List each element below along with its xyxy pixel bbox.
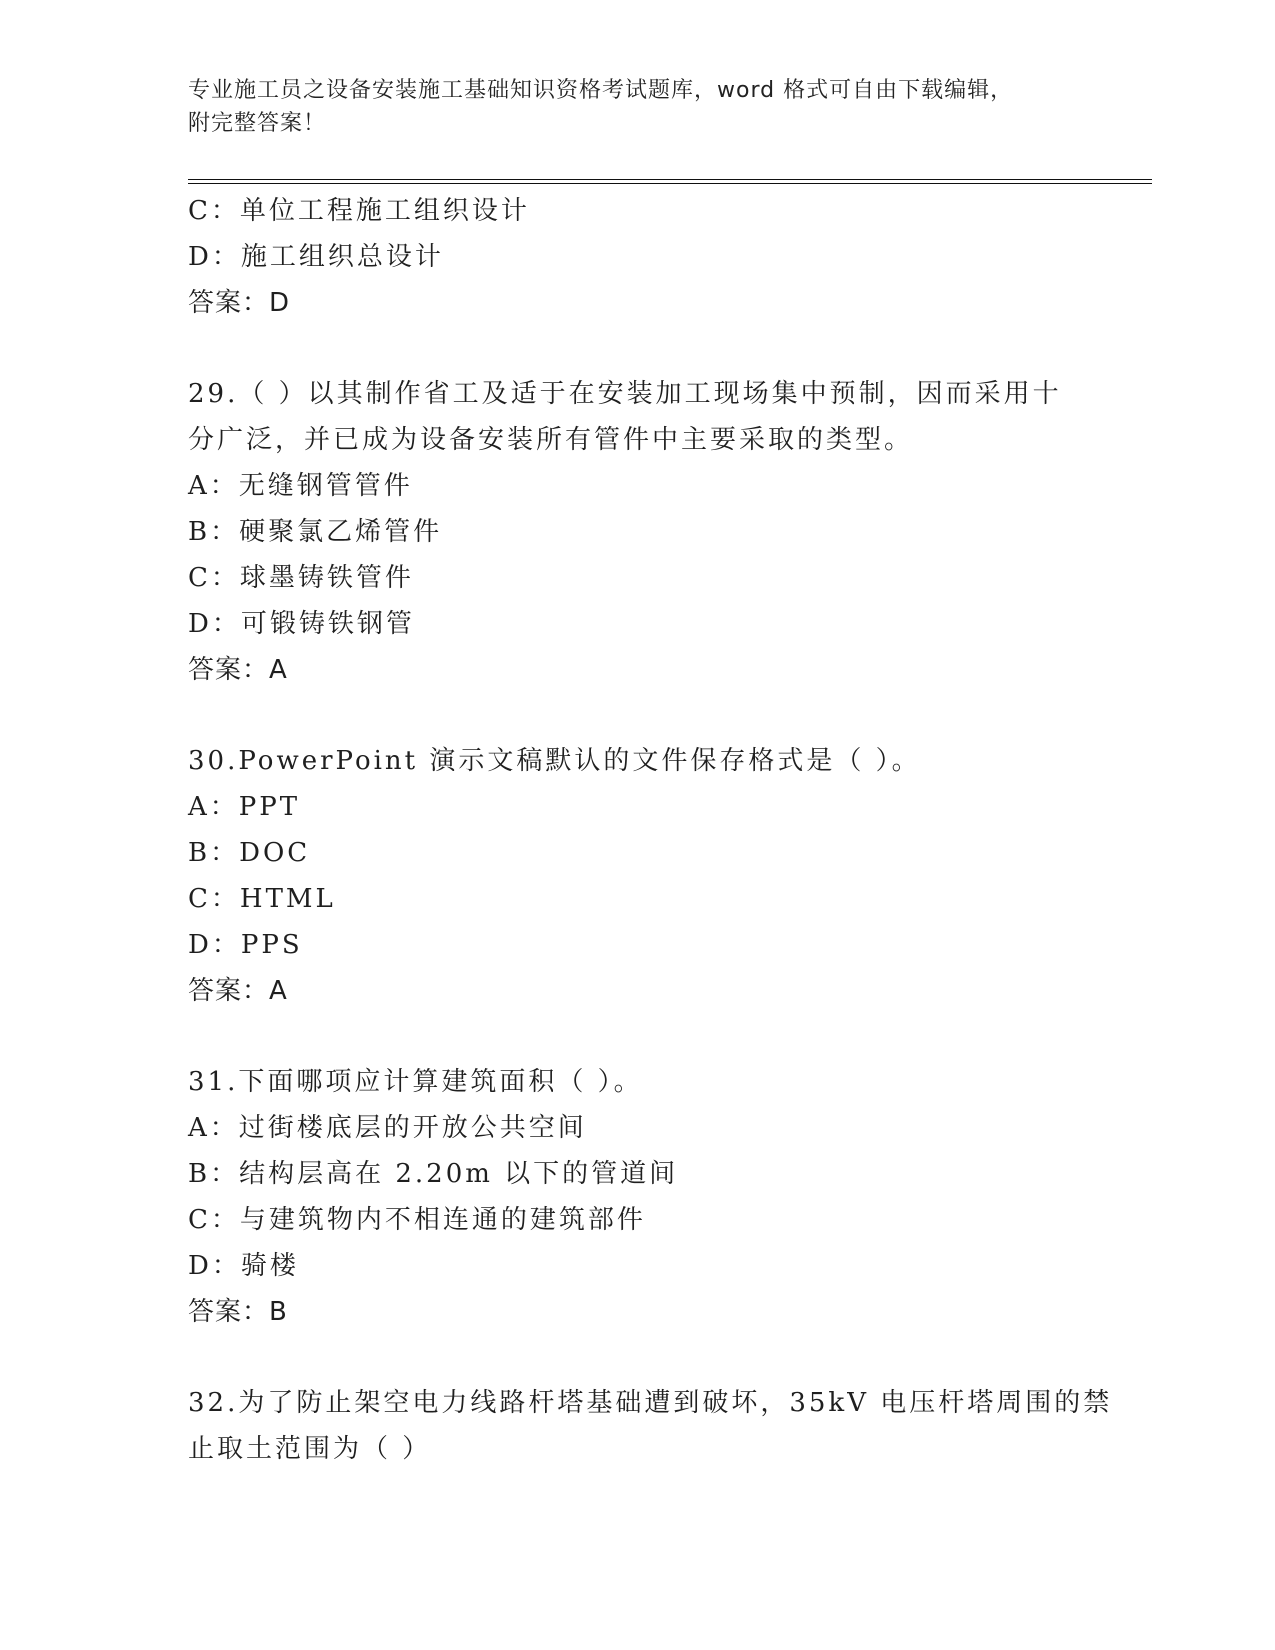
spacer <box>188 693 1088 738</box>
answer-line: 答案：B <box>188 1297 288 1327</box>
option-line: A：无缝钢管管件 <box>188 471 413 501</box>
option-line: C：与建筑物内不相连通的建筑部件 <box>188 1205 646 1235</box>
question-stem-line: 32.为了防止架空电力线路杆塔基础遭到破坏，35kV 电压杆塔周围的禁 <box>188 1388 1113 1418</box>
question-31 <box>188 1059 1088 1335</box>
header-line-1: 专业施工员之设备安装施工基础知识资格考试题库，word 格式可自由下载编辑， <box>188 78 1014 103</box>
spacer <box>188 1014 1088 1059</box>
option-line: D：PPS <box>188 930 303 960</box>
spacer <box>188 326 1088 371</box>
document-header <box>188 74 1088 140</box>
answer-line: 答案：A <box>188 976 288 1006</box>
option-line: B：结构层高在 2.20m 以下的管道间 <box>188 1159 679 1189</box>
question-29 <box>188 371 1088 693</box>
question-carryover <box>188 188 1088 326</box>
option-line: D：可锻铸铁钢管 <box>188 609 415 639</box>
option-line: B：硬聚氯乙烯管件 <box>188 517 443 547</box>
option-line: D：骑楼 <box>188 1251 299 1281</box>
answer-line: 答案：A <box>188 655 288 685</box>
header-line-2: 附完整答案！ <box>188 111 327 136</box>
question-32 <box>188 1380 1113 1472</box>
option-line: C：HTML <box>188 884 336 914</box>
question-stem-line: 31.下面哪项应计算建筑面积（ ）。 <box>188 1067 643 1097</box>
header-divider-top <box>188 179 1152 180</box>
question-stem-line: 止取土范围为（ ） <box>188 1434 432 1464</box>
question-list <box>188 188 1113 1472</box>
option-line: A：过街楼底层的开放公共空间 <box>188 1113 587 1143</box>
spacer <box>188 1335 1088 1380</box>
question-stem-line: 30.PowerPoint 演示文稿默认的文件保存格式是（ ）。 <box>188 746 921 776</box>
answer-line: 答案：D <box>188 288 291 318</box>
option-line: C：球墨铸铁管件 <box>188 563 414 593</box>
option-line: B：DOC <box>188 838 311 868</box>
question-stem-line: 29.（ ）以其制作省工及适于在安装加工现场集中预制，因而采用十 <box>188 379 1062 409</box>
option-line: C：单位工程施工组织设计 <box>188 196 530 226</box>
header-divider-bottom <box>188 183 1152 184</box>
question-30 <box>188 738 1088 1014</box>
question-stem-line: 分广泛，并已成为设备安装所有管件中主要采取的类型。 <box>188 425 914 455</box>
option-line: D：施工组织总设计 <box>188 242 444 272</box>
option-line: A：PPT <box>188 792 301 822</box>
